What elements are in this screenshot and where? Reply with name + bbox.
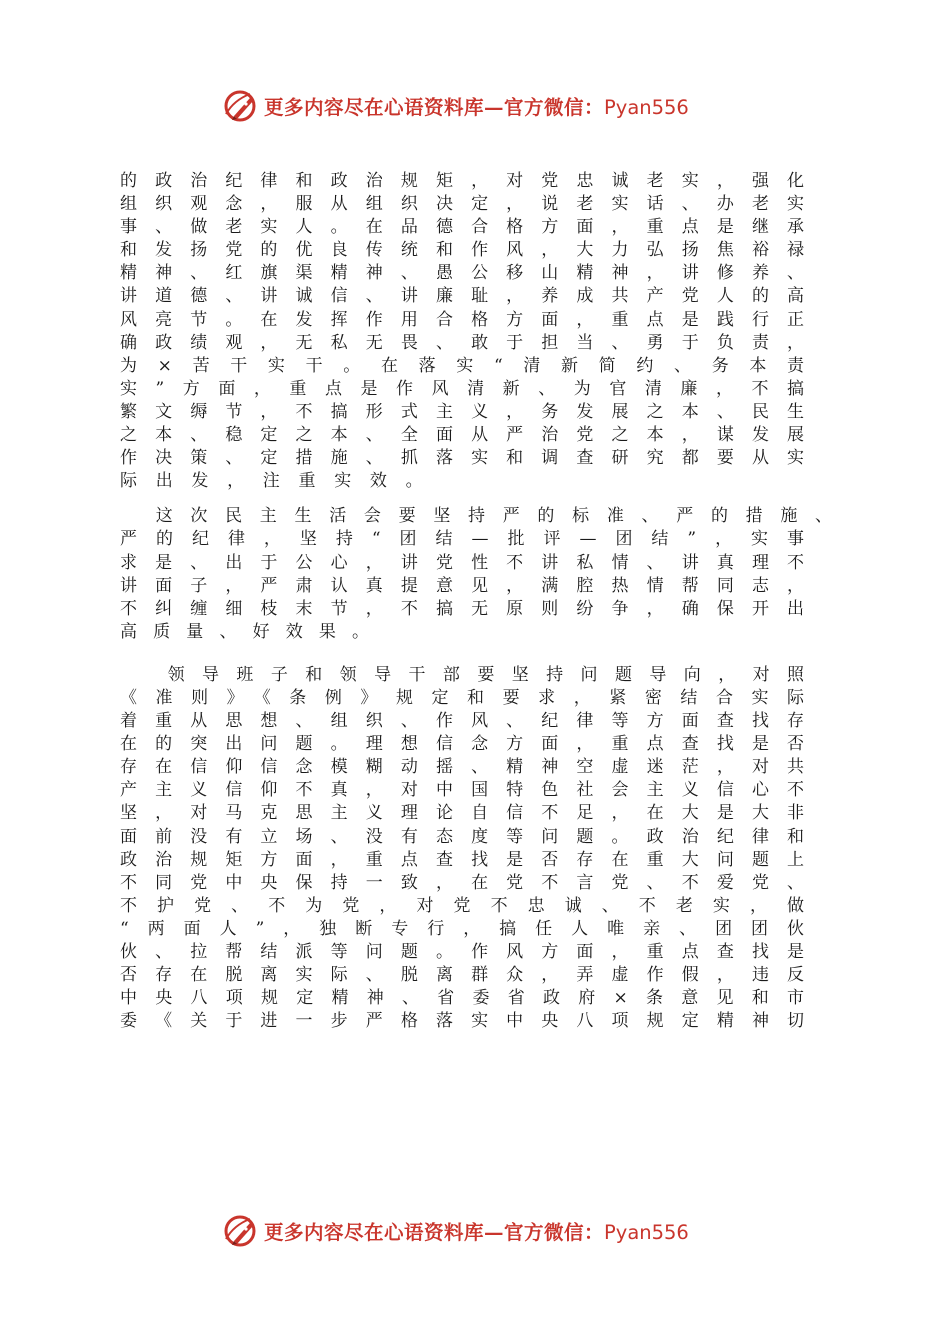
paragraph-political-discipline xyxy=(120,170,810,493)
text-line: 之本、稳定之本、全面从严治党之本，谋发展 xyxy=(120,425,810,446)
text-line: 高质量、好效果。 xyxy=(120,621,386,642)
watermark-text: 更多内容尽在心语资料库—官方微信：Pyan556 xyxy=(264,1221,689,1244)
header-watermark-banner xyxy=(220,86,740,126)
text-line: 这次民主生活会要坚持严的标准、严的措施、 xyxy=(155,506,838,527)
text-line: 组织观念，服从组织决定，说老实话、办老实 xyxy=(120,194,810,215)
text-line: 政治规矩方面，重点查找是否存在重大问题上 xyxy=(120,849,810,870)
text-line: 和发扬党的优良传统和作风，大力弘扬焦裕禄 xyxy=(120,240,810,261)
watermark-text: 更多内容尽在心语资料库—官方微信：Pyan556 xyxy=(264,96,689,119)
text-line: 面前没有立场、没有态度等问题。政治纪律和 xyxy=(120,826,810,847)
text-line: 际出发，注重实效。 xyxy=(120,471,442,492)
text-line: 讲面子，严肃认真提意见，满腔热情帮同志， xyxy=(120,575,810,596)
text-line: 事、做老实人。在品德合格方面，重点是继承 xyxy=(120,217,810,238)
text-line: 为×苦干实干。在落实“清新简约、务本责 xyxy=(120,355,810,376)
watermark-wechat-id: Pyan556 xyxy=(604,96,689,119)
pen-nib-circle-icon xyxy=(220,86,260,126)
text-line: 坚，对马克思主义理论自信不足，在大是大非 xyxy=(120,803,810,824)
text-line: 领导班子和领导干部要坚持问题导向，对照 xyxy=(167,664,810,685)
text-line: 讲道德、讲诚信、讲廉耻，养成共产党人的高 xyxy=(120,286,810,307)
text-line: 不纠缠细枝末节，不搞无原则纷争，确保开出 xyxy=(120,598,810,619)
paragraph-life-meeting xyxy=(120,505,838,644)
text-line: 着重从思想、组织、作风、纪律等方面查找存 xyxy=(120,711,810,732)
text-line: 的政治纪律和政治规矩，对党忠诚老实，强化 xyxy=(120,171,810,191)
text-line: 精神、红旗渠精神、愚公移山精神，讲修养、 xyxy=(120,263,810,284)
text-line: 确政绩观，无私无畏、敢于担当、勇于负责， xyxy=(120,332,810,353)
pen-nib-circle-icon xyxy=(220,1211,260,1251)
text-line: 中央八项规定精神、省委省政府×条意见和市 xyxy=(120,988,810,1009)
text-line: 作决策、定措施、抓落实和调查研究都要从实 xyxy=(120,448,810,469)
document-body xyxy=(120,170,838,1033)
text-line: 求是、出于公心，讲党性不讲私情、讲真理不 xyxy=(120,552,810,573)
text-line: 在的突出问题。理想信念方面，重点查找是否 xyxy=(120,734,810,755)
text-line: 实”方面，重点是作风清新、为官清廉，不搞 xyxy=(120,378,810,399)
footer-watermark-banner xyxy=(220,1211,740,1251)
text-line: 风亮节。在发挥作用合格方面，重点是践行正 xyxy=(120,309,810,330)
text-line: 严的纪律，坚持“团结—批评—团结”，实事 xyxy=(120,529,810,550)
text-line: 存在信仰信念模糊动摇、精神空虚迷茫，对共 xyxy=(120,757,810,778)
text-line: 不同党中央保持一致，在党不言党、不爱党、 xyxy=(120,872,810,893)
text-line: 委《关于进一步严格落实中央八项规定精神切 xyxy=(120,1011,810,1032)
text-line: 不护党、不为党，对党不忠诚、不老实，做 xyxy=(120,895,810,916)
text-line: 伙、拉帮结派等问题。作风方面，重点查找是 xyxy=(120,942,810,962)
text-line: “两面人”，独断专行，搞任人唯亲、团团伙 xyxy=(120,918,810,939)
text-line: 《准则》《条例》规定和要求，紧密结合实际 xyxy=(120,687,810,708)
text-line: 否存在脱离实际、脱离群众，弄虚作假，违反 xyxy=(120,965,810,986)
watermark-wechat-id: Pyan556 xyxy=(604,1221,689,1244)
paragraph-problem-finding xyxy=(120,664,810,1034)
text-line: 产主义信仰不真，对中国特色社会主义信心不 xyxy=(120,780,810,801)
text-line: 繁文缛节，不搞形式主义，务发展之本、民生 xyxy=(120,401,810,422)
